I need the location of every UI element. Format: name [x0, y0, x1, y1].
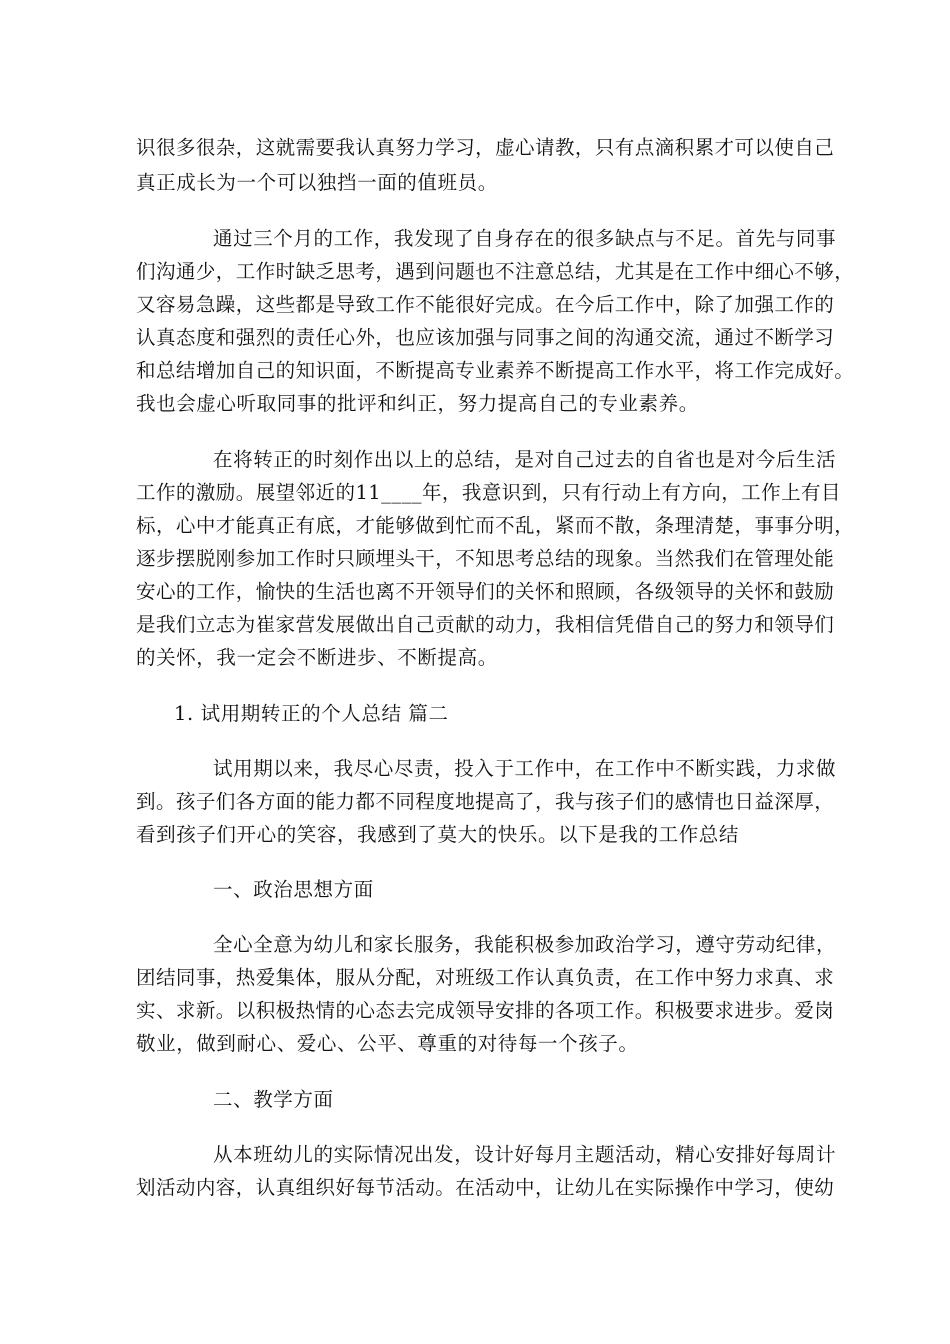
- text-line: 试用期以来，我尽心尽责，投入于工作中，在工作中不断实践，力求做: [213, 757, 837, 780]
- text-line: 和总结增加自己的知识面，不断提高专业素养不断提高工作水平，将工作完成好。: [136, 359, 855, 382]
- text-line: 工作的激励。展望邻近的11____年，我意识到，只有行动上有方向，工作上有目: [136, 481, 841, 504]
- heading-politics: 一、政治思想方面: [213, 878, 374, 901]
- text-line: 在将转正的时刻作出以上的总结，是对自己过去的自省也是对今后生活: [213, 448, 837, 471]
- heading-teaching: 二、教学方面: [213, 1088, 334, 1111]
- text-line: 实、求新。以积极热情的心态去完成领导安排的各项工作。积极要求进步。爱岗: [136, 999, 835, 1022]
- text-line: 敬业，做到耐心、爱心、公平、尊重的对待每一个孩子。: [136, 1032, 639, 1055]
- text-line: 的关怀，我一定会不断进步、不断提高。: [136, 646, 498, 669]
- text-line: 到。孩子们各方面的能力都不同程度地提高了，我与孩子们的感情也日益深厚，: [136, 790, 835, 813]
- text-line: 是我们立志为崔家营发展做出自己贡献的动力，我相信凭借自己的努力和领导们: [136, 613, 835, 636]
- text-line: 标，心中才能真正有底，才能够做到忙而不乱，紧而不散，条理清楚，事事分明，: [136, 514, 855, 537]
- text-line: 逐步摆脱刚参加工作时只顾埋头干，不知思考总结的现象。当然我们在管理处能: [136, 547, 835, 570]
- text-line: 安心的工作，愉快的生活也离不开领导们的关怀和照顾，各级领导的关怀和鼓励: [136, 580, 835, 603]
- text-line: 们沟通少，工作时缺乏思考，遇到问题也不注意总结，尤其是在工作中细心不够，: [136, 260, 855, 283]
- text-line: 划活动内容，认真组织好每节活动。在活动中，让幼儿在实际操作中学习，使幼: [136, 1176, 835, 1199]
- text-line: 认真态度和强烈的责任心外，也应该加强与同事之间的沟通交流，通过不断学习: [136, 326, 835, 349]
- text-line: 又容易急躁，这些都是导致工作不能很好完成。在今后工作中，除了加强工作的: [136, 293, 835, 316]
- text-line: 真正成长为一个可以独挡一面的值班员。: [136, 171, 498, 194]
- text-line: 识很多很杂，这就需要我认真努力学习，虚心请教，只有点滴积累才可以使自己: [136, 136, 835, 159]
- text-line: 团结同事，热爱集体，服从分配，对班级工作认真负责，在工作中努力求真、求: [136, 966, 835, 989]
- text-line: 从本班幼儿的实际情况出发，设计好每月主题活动，精心安排好每周计: [213, 1143, 837, 1166]
- section-title: 1. 试用期转正的个人总结 篇二: [174, 702, 449, 725]
- text-line: 全心全意为幼儿和家长服务，我能积极参加政治学习，遵守劳动纪律，: [213, 933, 837, 956]
- text-line: 看到孩子们开心的笑容，我感到了莫大的快乐。以下是我的工作总结: [136, 823, 740, 846]
- text-line: 我也会虚心听取同事的批评和纠正，努力提高自己的专业素养。: [136, 392, 699, 415]
- text-line: 通过三个月的工作，我发现了自身存在的很多缺点与不足。首先与同事: [213, 227, 837, 250]
